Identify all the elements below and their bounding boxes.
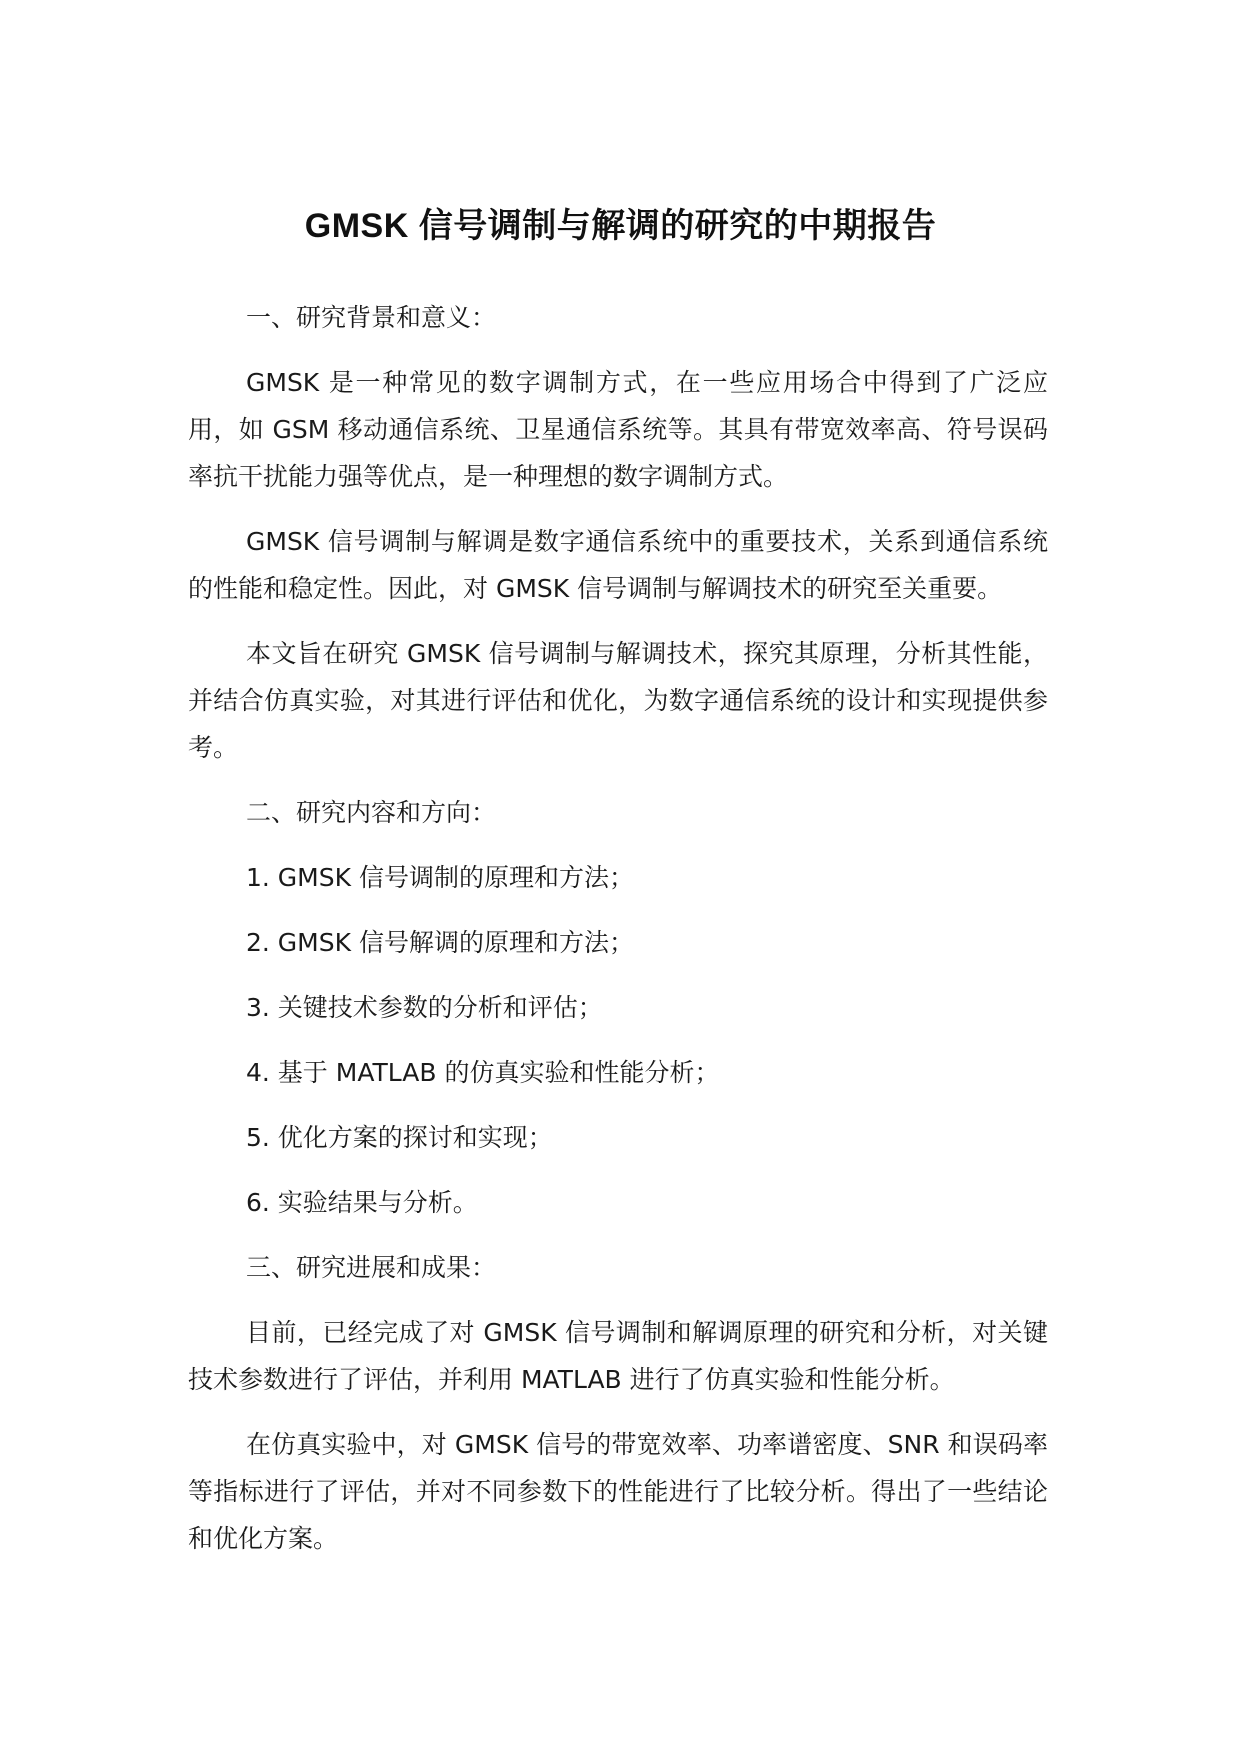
section-heading-background: 一、研究背景和意义： [246,303,497,332]
document-body [188,294,1048,1580]
paragraph-background-1: GMSK 是一种常见的数字调制方式，在一些应用场合中得到了广泛应用，如 GSM 移动通信系统、卫星通信系统等。其具有带宽效率高、符号误码率抗干扰能力强等优点，是一种理想的数字调制方式。 [188,368,1048,491]
document-title: GMSK 信号调制与解调的研究的中期报告 [304,206,937,245]
section-heading-content: 二、研究内容和方向： [246,798,497,827]
list-item: 6. 实验结果与分析。 [246,1188,478,1217]
list-item: 4. 基于 MATLAB 的仿真实验和性能分析； [246,1058,720,1087]
list-item: 2. GMSK 信号解调的原理和方法； [246,928,634,957]
paragraph-progress-1: 目前，已经完成了对 GMSK 信号调制和解调原理的研究和分析，对关键技术参数进行了评估，并利用 MATLAB 进行了仿真实验和性能分析。 [188,1318,1048,1394]
paragraph-background-3: 本文旨在研究 GMSK 信号调制与解调技术，探究其原理，分析其性能，并结合仿真实验，对其进行评估和优化，为数字通信系统的设计和实现提供参考。 [188,639,1048,762]
paragraph-background-2: GMSK 信号调制与解调是数字通信系统中的重要技术，关系到通信系统的性能和稳定性。因此，对 GMSK 信号调制与解调技术的研究至关重要。 [188,527,1048,603]
list-item: 5. 优化方案的探讨和实现； [246,1123,553,1152]
paragraph-progress-2: 在仿真实验中，对 GMSK 信号的带宽效率、功率谱密度、SNR 和误码率等指标进行了评估，并对不同参数下的性能进行了比较分析。得出了一些结论和优化方案。 [188,1430,1048,1553]
section-heading-progress: 三、研究进展和成果： [246,1253,497,1282]
list-item: 1. GMSK 信号调制的原理和方法； [246,863,634,892]
list-item: 3. 关键技术参数的分析和评估； [246,993,603,1022]
